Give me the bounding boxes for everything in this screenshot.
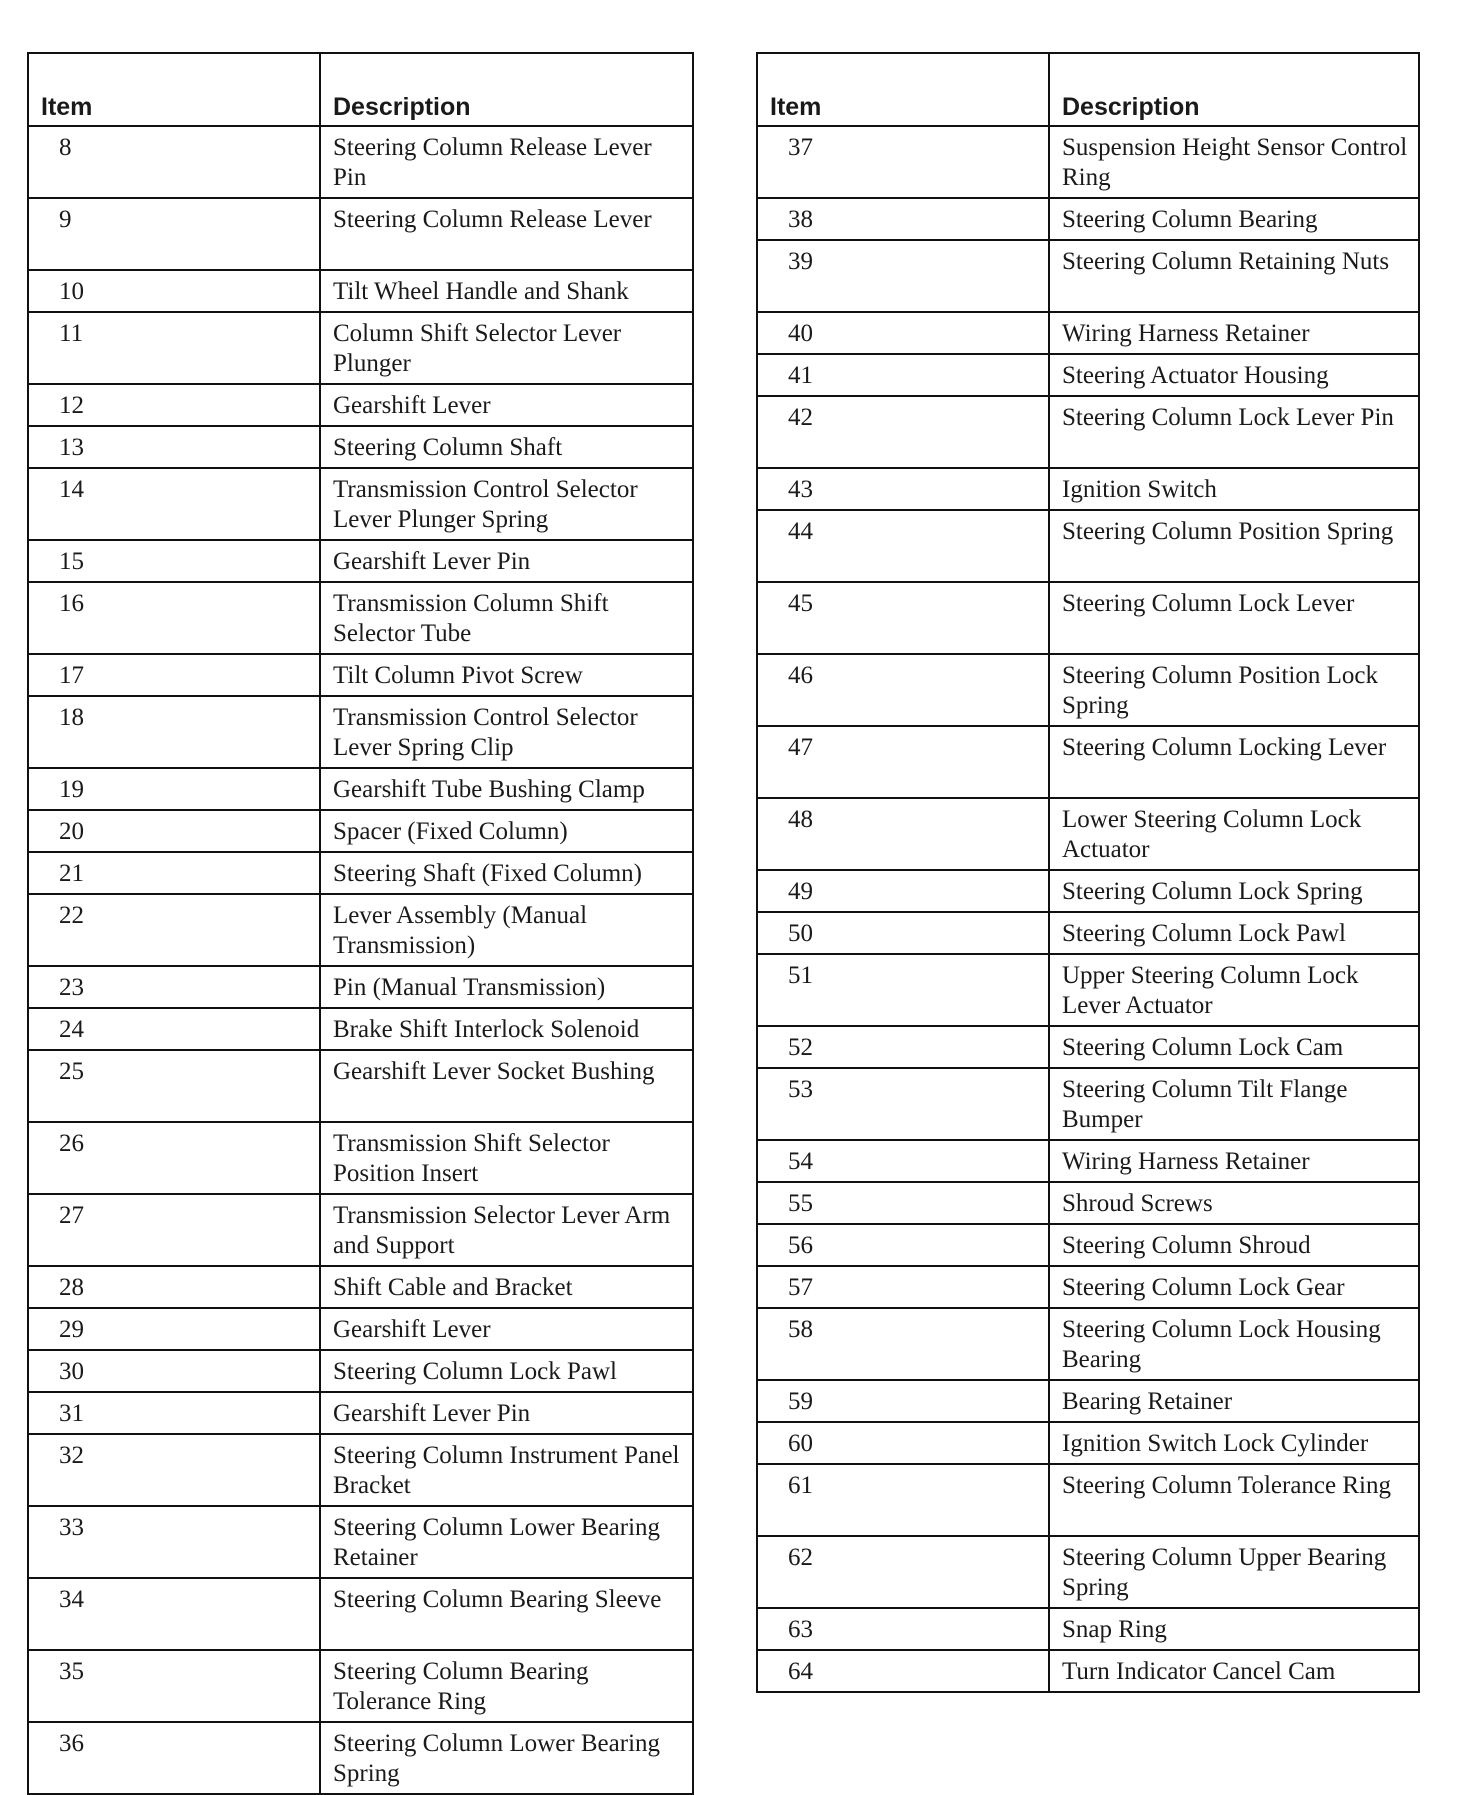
- table-row: [28, 540, 693, 582]
- description-cell: Gearshift Tube Bushing Clamp: [320, 768, 693, 810]
- description-cell: Tilt Column Pivot Screw: [320, 654, 693, 696]
- item-number-cell: 58: [757, 1308, 1049, 1380]
- item-number-cell: 9: [28, 198, 320, 270]
- item-number-cell: 52: [757, 1026, 1049, 1068]
- description-cell: Steering Column Release Lever: [320, 198, 693, 270]
- description-cell: Tilt Wheel Handle and Shank: [320, 270, 693, 312]
- table-row: [757, 396, 1419, 468]
- item-number-cell: 19: [28, 768, 320, 810]
- table-row: [28, 270, 693, 312]
- parts-table-left: [27, 52, 694, 1795]
- table-row: [28, 198, 693, 270]
- item-number-cell: 56: [757, 1224, 1049, 1266]
- item-number-cell: 40: [757, 312, 1049, 354]
- description-cell: Steering Column Lower Bearing Spring: [320, 1722, 693, 1794]
- description-cell: Steering Column Retaining Nuts: [1049, 240, 1419, 312]
- description-cell: Shift Cable and Bracket: [320, 1266, 693, 1308]
- table-header-row: [28, 53, 693, 126]
- item-number-cell: 38: [757, 198, 1049, 240]
- item-number-cell: 34: [28, 1578, 320, 1650]
- table-row: [28, 1506, 693, 1578]
- item-number-cell: 43: [757, 468, 1049, 510]
- item-number-cell: 17: [28, 654, 320, 696]
- table-row: [757, 870, 1419, 912]
- item-number-cell: 57: [757, 1266, 1049, 1308]
- item-number-cell: 62: [757, 1536, 1049, 1608]
- item-number-cell: 36: [28, 1722, 320, 1794]
- description-cell: Steering Column Locking Lever: [1049, 726, 1419, 798]
- table-row: [757, 726, 1419, 798]
- table-row: [757, 240, 1419, 312]
- item-number-cell: 25: [28, 1050, 320, 1122]
- item-number-cell: 33: [28, 1506, 320, 1578]
- description-cell: Ignition Switch Lock Cylinder: [1049, 1422, 1419, 1464]
- table-row: [28, 1266, 693, 1308]
- item-number-cell: 64: [757, 1650, 1049, 1692]
- description-cell: Lever Assembly (Manual Transmission): [320, 894, 693, 966]
- item-number-cell: 55: [757, 1182, 1049, 1224]
- table-row: [28, 1122, 693, 1194]
- description-cell: Steering Column Lock Spring: [1049, 870, 1419, 912]
- table-row: [28, 1008, 693, 1050]
- table-row: [757, 510, 1419, 582]
- table-row: [757, 1224, 1419, 1266]
- description-cell: Steering Column Lock Lever: [1049, 582, 1419, 654]
- item-number-cell: 63: [757, 1608, 1049, 1650]
- item-number-cell: 35: [28, 1650, 320, 1722]
- item-number-cell: 24: [28, 1008, 320, 1050]
- item-number-cell: 11: [28, 312, 320, 384]
- item-number-cell: 60: [757, 1422, 1049, 1464]
- table-row: [28, 426, 693, 468]
- parts-table-left-body: [28, 126, 693, 1794]
- table-row: [28, 810, 693, 852]
- description-cell: Steering Shaft (Fixed Column): [320, 852, 693, 894]
- description-cell: Steering Column Instrument Panel Bracket: [320, 1434, 693, 1506]
- table-row: [28, 966, 693, 1008]
- table-row: [757, 1068, 1419, 1140]
- description-cell: Steering Column Position Spring: [1049, 510, 1419, 582]
- table-header-row: [757, 53, 1419, 126]
- table-row: [28, 1650, 693, 1722]
- description-cell: Steering Column Bearing Tolerance Ring: [320, 1650, 693, 1722]
- table-row: [757, 798, 1419, 870]
- item-number-cell: 42: [757, 396, 1049, 468]
- description-cell: Gearshift Lever: [320, 1308, 693, 1350]
- description-cell: Transmission Control Selector Lever Plunger Spring: [320, 468, 693, 540]
- description-cell: Brake Shift Interlock Solenoid: [320, 1008, 693, 1050]
- item-number-cell: 26: [28, 1122, 320, 1194]
- table-row: [757, 312, 1419, 354]
- table-row: [757, 1536, 1419, 1608]
- description-cell: Gearshift Lever Pin: [320, 1392, 693, 1434]
- table-row: [28, 312, 693, 384]
- table-row: [757, 1464, 1419, 1536]
- item-number-cell: 8: [28, 126, 320, 198]
- description-cell: Column Shift Selector Lever Plunger: [320, 312, 693, 384]
- item-number-cell: 13: [28, 426, 320, 468]
- item-number-cell: 44: [757, 510, 1049, 582]
- description-cell: Steering Column Release Lever Pin: [320, 126, 693, 198]
- description-cell: Steering Column Lock Cam: [1049, 1026, 1419, 1068]
- item-number-cell: 14: [28, 468, 320, 540]
- table-row: [28, 852, 693, 894]
- item-number-cell: 53: [757, 1068, 1049, 1140]
- description-cell: Steering Column Lock Pawl: [320, 1350, 693, 1392]
- table-row: [757, 126, 1419, 198]
- table-row: [757, 1026, 1419, 1068]
- table-row: [28, 1392, 693, 1434]
- description-cell: Pin (Manual Transmission): [320, 966, 693, 1008]
- item-column-header: Item: [757, 53, 1049, 126]
- table-row: [757, 198, 1419, 240]
- item-number-cell: 20: [28, 810, 320, 852]
- description-cell: Lower Steering Column Lock Actuator: [1049, 798, 1419, 870]
- table-row: [28, 654, 693, 696]
- item-number-cell: 54: [757, 1140, 1049, 1182]
- description-cell: Steering Column Lower Bearing Retainer: [320, 1506, 693, 1578]
- description-cell: Steering Column Shroud: [1049, 1224, 1419, 1266]
- description-cell: Steering Column Lock Gear: [1049, 1266, 1419, 1308]
- table-row: [28, 1350, 693, 1392]
- description-cell: Steering Column Position Lock Spring: [1049, 654, 1419, 726]
- item-number-cell: 12: [28, 384, 320, 426]
- item-number-cell: 29: [28, 1308, 320, 1350]
- item-number-cell: 51: [757, 954, 1049, 1026]
- description-cell: Steering Column Lock Housing Bearing: [1049, 1308, 1419, 1380]
- table-row: [757, 1308, 1419, 1380]
- table-row: [28, 1308, 693, 1350]
- table-row: [757, 1266, 1419, 1308]
- description-cell: Transmission Control Selector Lever Spring Clip: [320, 696, 693, 768]
- description-cell: Steering Column Bearing Sleeve: [320, 1578, 693, 1650]
- item-number-cell: 23: [28, 966, 320, 1008]
- description-cell: Gearshift Lever Socket Bushing: [320, 1050, 693, 1122]
- description-cell: Spacer (Fixed Column): [320, 810, 693, 852]
- item-number-cell: 59: [757, 1380, 1049, 1422]
- item-number-cell: 21: [28, 852, 320, 894]
- item-number-cell: 18: [28, 696, 320, 768]
- table-row: [28, 1434, 693, 1506]
- table-row: [28, 582, 693, 654]
- item-number-cell: 10: [28, 270, 320, 312]
- parts-table-right-body: [757, 126, 1419, 1692]
- table-row: [757, 1182, 1419, 1224]
- description-cell: Suspension Height Sensor Control Ring: [1049, 126, 1419, 198]
- table-row: [757, 468, 1419, 510]
- description-cell: Transmission Column Shift Selector Tube: [320, 582, 693, 654]
- description-cell: Bearing Retainer: [1049, 1380, 1419, 1422]
- table-row: [757, 354, 1419, 396]
- description-cell: Steering Column Shaft: [320, 426, 693, 468]
- item-number-cell: 16: [28, 582, 320, 654]
- table-row: [28, 894, 693, 966]
- description-cell: Steering Column Tilt Flange Bumper: [1049, 1068, 1419, 1140]
- table-row: [757, 1422, 1419, 1464]
- table-row: [28, 696, 693, 768]
- table-row: [28, 384, 693, 426]
- table-row: [757, 1608, 1419, 1650]
- table-row: [757, 582, 1419, 654]
- table-row: [757, 954, 1419, 1026]
- description-cell: Turn Indicator Cancel Cam: [1049, 1650, 1419, 1692]
- description-cell: Upper Steering Column Lock Lever Actuator: [1049, 954, 1419, 1026]
- parts-table-right: [756, 52, 1420, 1693]
- item-number-cell: 15: [28, 540, 320, 582]
- table-row: [28, 468, 693, 540]
- description-cell: Steering Column Upper Bearing Spring: [1049, 1536, 1419, 1608]
- table-row: [757, 1140, 1419, 1182]
- description-column-header: Description: [320, 53, 693, 126]
- description-cell: Steering Column Bearing: [1049, 198, 1419, 240]
- description-cell: Wiring Harness Retainer: [1049, 1140, 1419, 1182]
- item-number-cell: 49: [757, 870, 1049, 912]
- description-cell: Wiring Harness Retainer: [1049, 312, 1419, 354]
- table-row: [757, 1380, 1419, 1422]
- description-cell: Steering Column Tolerance Ring: [1049, 1464, 1419, 1536]
- item-number-cell: 30: [28, 1350, 320, 1392]
- item-number-cell: 47: [757, 726, 1049, 798]
- table-row: [28, 1722, 693, 1794]
- table-row: [28, 1578, 693, 1650]
- table-row: [28, 1194, 693, 1266]
- table-row: [757, 1650, 1419, 1692]
- description-cell: Ignition Switch: [1049, 468, 1419, 510]
- item-number-cell: 46: [757, 654, 1049, 726]
- table-row: [28, 1050, 693, 1122]
- description-column-header: Description: [1049, 53, 1419, 126]
- description-cell: Transmission Selector Lever Arm and Support: [320, 1194, 693, 1266]
- description-cell: Gearshift Lever Pin: [320, 540, 693, 582]
- item-number-cell: 27: [28, 1194, 320, 1266]
- item-number-cell: 31: [28, 1392, 320, 1434]
- item-number-cell: 22: [28, 894, 320, 966]
- description-cell: Transmission Shift Selector Position Insert: [320, 1122, 693, 1194]
- item-number-cell: 48: [757, 798, 1049, 870]
- description-cell: Gearshift Lever: [320, 384, 693, 426]
- description-cell: Shroud Screws: [1049, 1182, 1419, 1224]
- item-number-cell: 28: [28, 1266, 320, 1308]
- item-number-cell: 37: [757, 126, 1049, 198]
- item-number-cell: 61: [757, 1464, 1049, 1536]
- description-cell: Snap Ring: [1049, 1608, 1419, 1650]
- table-row: [757, 912, 1419, 954]
- table-row: [28, 126, 693, 198]
- table-row: [757, 654, 1419, 726]
- description-cell: Steering Column Lock Pawl: [1049, 912, 1419, 954]
- table-row: [28, 768, 693, 810]
- item-number-cell: 32: [28, 1434, 320, 1506]
- item-number-cell: 45: [757, 582, 1049, 654]
- item-number-cell: 39: [757, 240, 1049, 312]
- item-number-cell: 50: [757, 912, 1049, 954]
- description-cell: Steering Column Lock Lever Pin: [1049, 396, 1419, 468]
- item-column-header: Item: [28, 53, 320, 126]
- item-number-cell: 41: [757, 354, 1049, 396]
- description-cell: Steering Actuator Housing: [1049, 354, 1419, 396]
